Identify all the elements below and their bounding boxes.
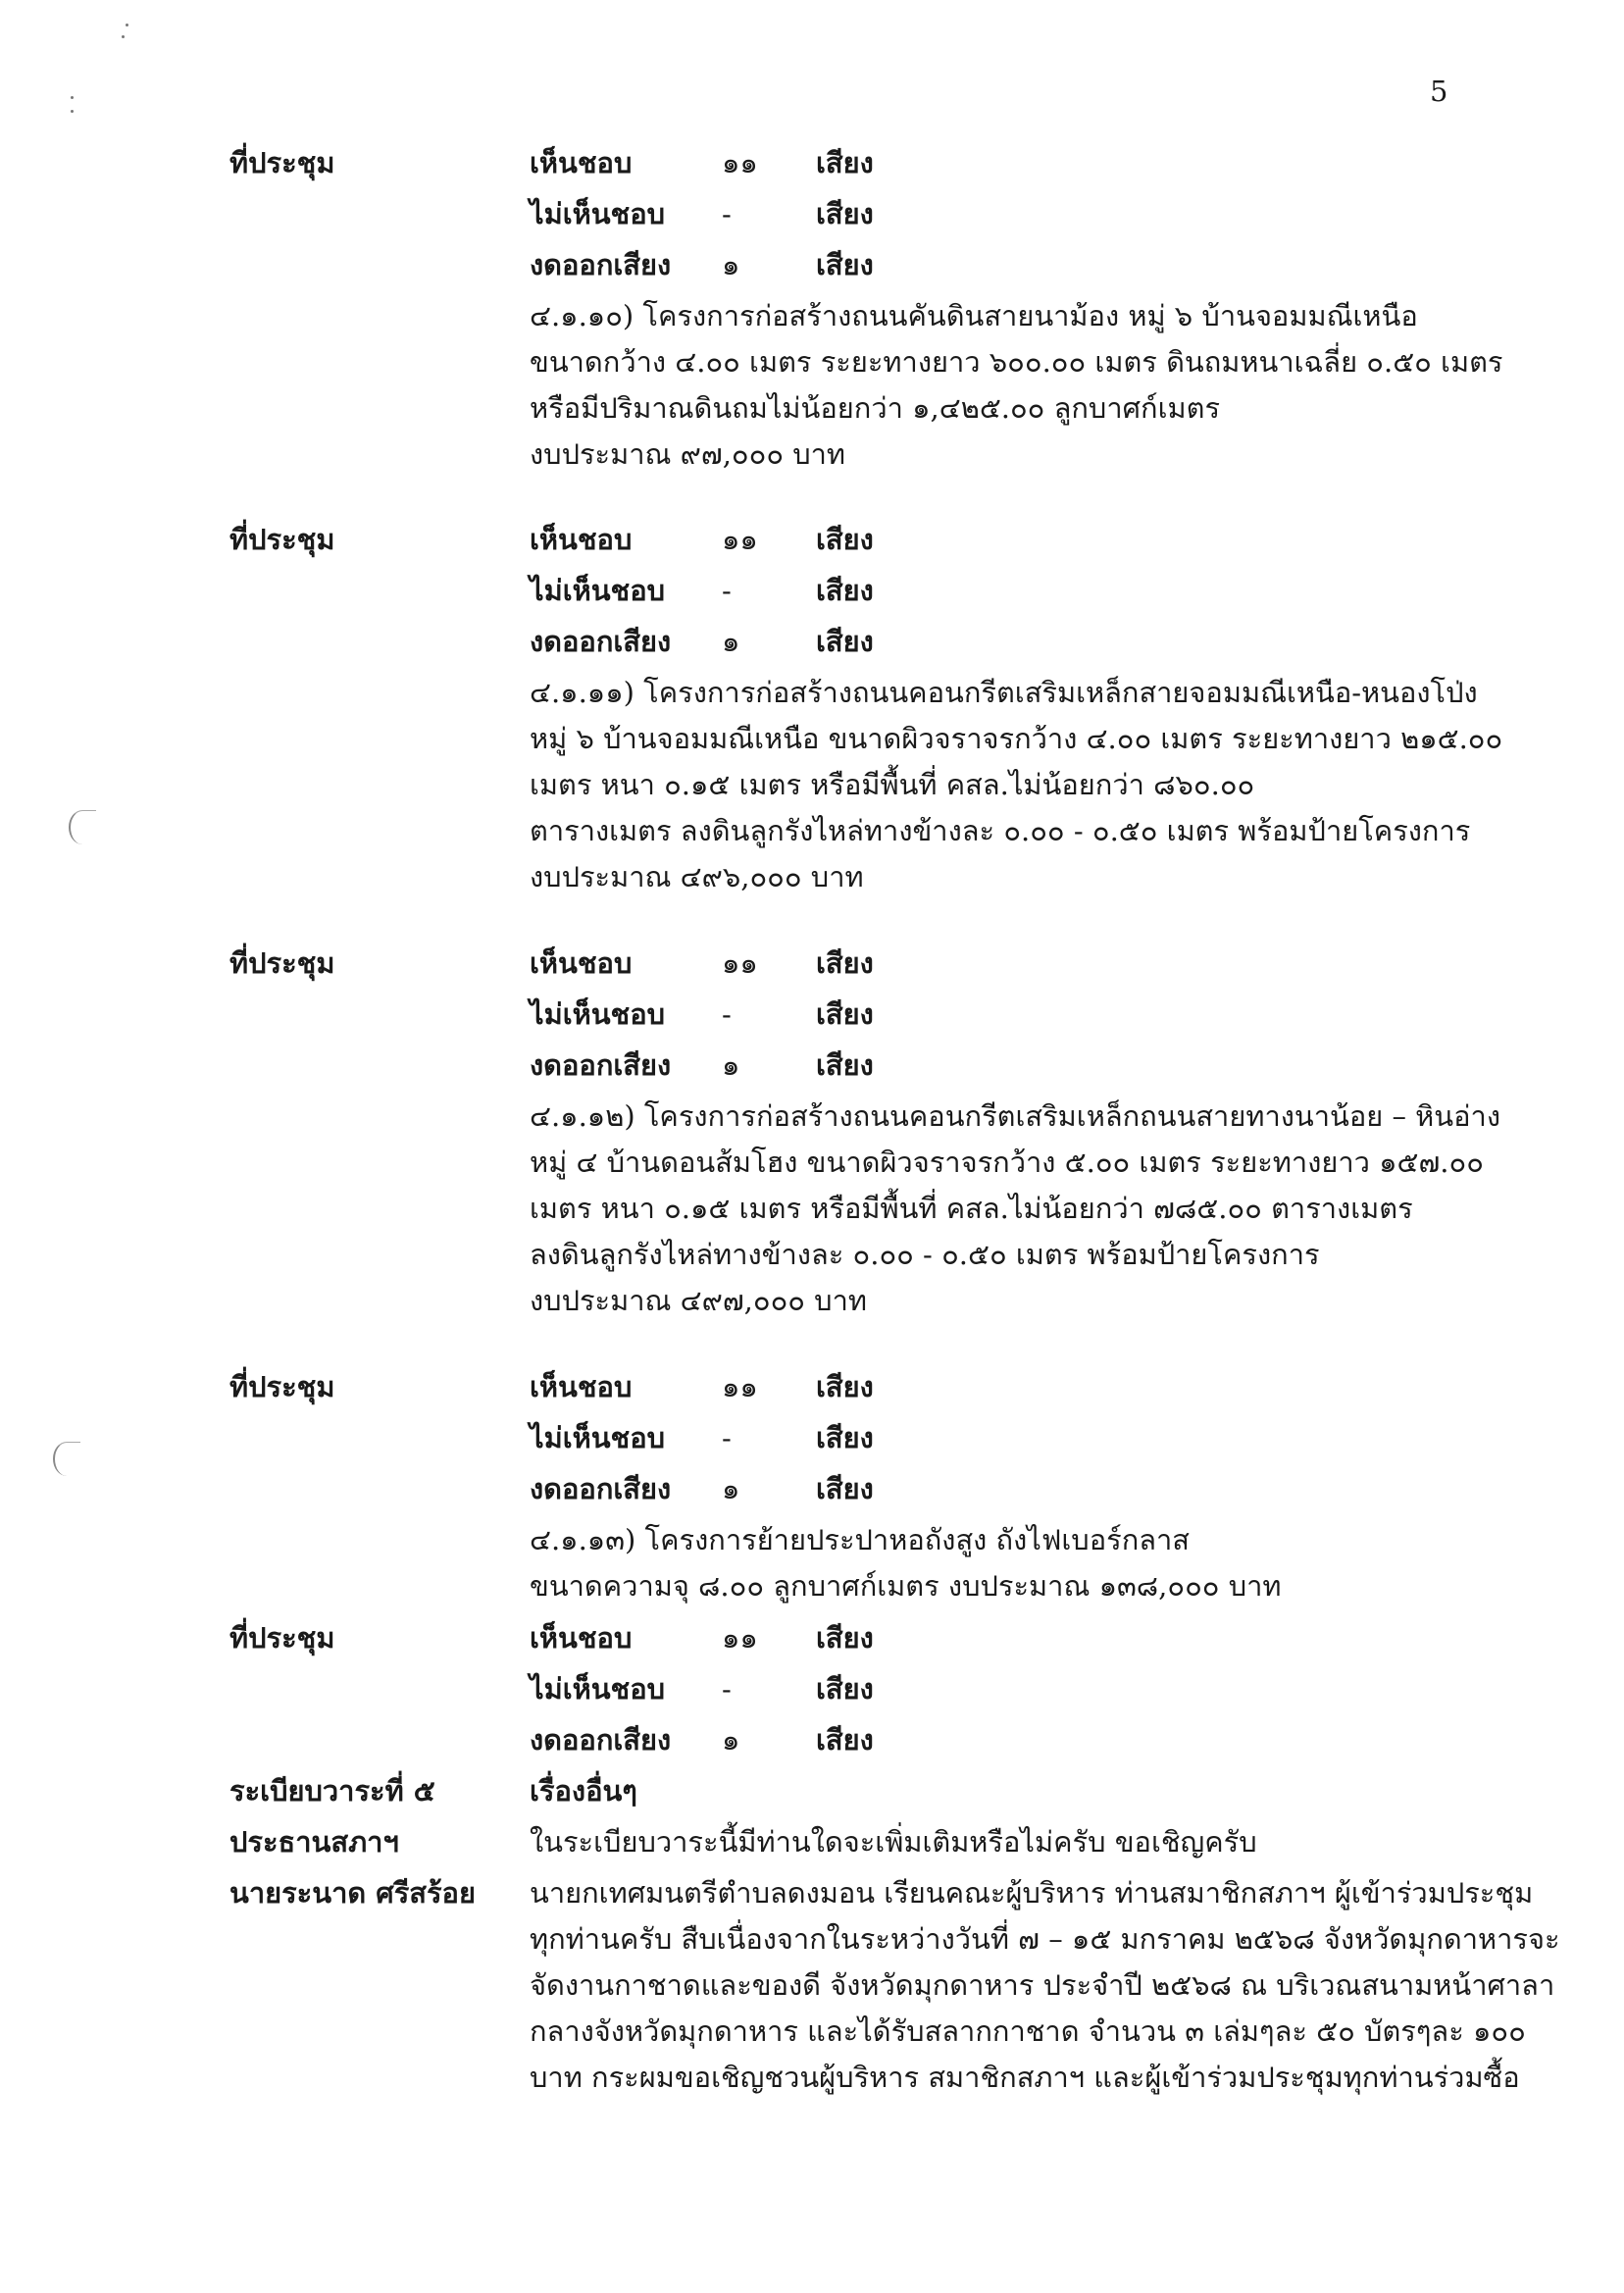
vote-row-abstain [530,1720,981,1759]
project-line: งบประมาณ ๔๙๗,๐๐๐ บาท [530,1284,867,1317]
vote-label: ไม่เห็นชอบ [530,997,666,1031]
vote-count: ๑๑ [722,146,758,179]
vote-unit: เสียง [816,1472,874,1505]
vote-unit: เสียง [816,248,874,281]
vote-row-abstain [530,245,981,284]
vote-unit: เสียง [816,523,874,556]
vote-unit: เสียง [816,1723,874,1757]
punch-hole-mark [69,810,96,844]
vote-label: เห็นชอบ [530,146,633,179]
agenda-label: ระเบียบวาระที่ ๕ [229,1774,435,1808]
vote-count: - [722,1672,732,1706]
page-number: 5 [1430,75,1448,108]
vote-label: เห็นชอบ [530,946,633,980]
project-line: งบประมาณ ๔๙๖,๐๐๐ บาท [530,860,864,893]
vote-row-reject [530,1418,981,1457]
speaker-meeting: ที่ประชุม [229,1370,335,1403]
project-line: ขนาดกว้าง ๔.๐๐ เมตร ระยะทางยาว ๖๐๐.๐๐ เมตร ดินถมหนาเฉลี่ย ๐.๕๐ เมตร [530,345,1503,379]
vote-unit: เสียง [816,1672,874,1706]
vote-label: งดออกเสียง [530,1472,672,1505]
vote-unit: เสียง [816,1048,874,1082]
vote-row-reject [530,1669,981,1708]
scan-speck [71,96,74,99]
vote-label: ไม่เห็นชอบ [530,1421,666,1454]
speaker-meeting: ที่ประชุม [229,1621,335,1655]
project-line: ขนาดความจุ ๘.๐๐ ลูกบาศก์เมตร งบประมาณ ๑๓๘,๐๐๐ บาท [530,1569,1282,1603]
project-line: ๔.๑.๑๐) โครงการก่อสร้างถนนคันดินสายนาม้อง หมู่ ๖ บ้านจอมมณีเหนือ [530,299,1418,332]
vote-label: ไม่เห็นชอบ [530,1672,666,1706]
vote-count: - [722,574,732,607]
vote-row-approve [530,943,981,983]
vote-row-reject [530,571,981,610]
statement-line: ทุกท่านครับ สืบเนื่องจากในระหว่างวันที่ ๗ – ๑๕ มกราคม ๒๕๖๘ จังหวัดมุกดาหารจะ [530,1922,1560,1956]
vote-count: - [722,997,732,1031]
vote-count: ๑๑ [722,1370,758,1403]
vote-label: งดออกเสียง [530,248,672,281]
statement-line: บาท กระผมขอเชิญชวนผู้บริหาร สมาชิกสภาฯ และผู้เข้าร่วมประชุมทุกท่านร่วมซื้อ [530,2061,1520,2094]
punch-hole-mark [53,1442,80,1476]
vote-row-abstain [530,1469,981,1508]
vote-row-approve [530,1367,981,1406]
project-line: หมู่ ๔ บ้านดอนส้มโฮง ขนาดผิวจราจรกว้าง ๕.๐๐ เมตร ระยะทางยาว ๑๕๗.๐๐ [530,1146,1484,1179]
vote-label: ไม่เห็นชอบ [530,574,666,607]
speaker-meeting: ที่ประชุม [229,146,335,179]
vote-unit: เสียง [816,197,874,230]
vote-label: เห็นชอบ [530,1370,633,1403]
vote-count: ๑ [722,1723,740,1757]
vote-unit: เสียง [816,574,874,607]
project-line: ๔.๑.๑๒) โครงการก่อสร้างถนนคอนกรีตเสริมเหล็กถนนสายทางนาน้อย – หินอ่าง [530,1099,1500,1133]
speaker-chair: ประธานสภาฯ [229,1825,399,1859]
project-line: ๔.๑.๑๑) โครงการก่อสร้างถนนคอนกรีตเสริมเหล็กสายจอมมณีเหนือ-หนองโป่ง [530,676,1478,709]
vote-count: - [722,1421,732,1454]
vote-count: ๑๑ [722,523,758,556]
project-item [530,296,1503,481]
project-line: งบประมาณ ๙๗,๐๐๐ บาท [530,437,846,471]
vote-label: เห็นชอบ [530,1621,633,1655]
speaker-meeting: ที่ประชุม [229,523,335,556]
vote-count: ๑ [722,1472,740,1505]
vote-unit: เสียง [816,997,874,1031]
chair-statement: ในระเบียบวาระนี้มีท่านใดจะเพิ่มเติมหรือไม่ครับ ขอเชิญครับ [530,1825,1257,1859]
vote-count: - [722,197,732,230]
agenda-title: เรื่องอื่นๆ [530,1774,637,1808]
statement-line: กลางจังหวัดมุกดาหาร และได้รับสลากกาชาด จำนวน ๓ เล่มๆละ ๕๐ บัตรๆละ ๑๐๐ [530,2014,1526,2048]
vote-row-abstain [530,622,981,661]
vote-row-abstain [530,1045,981,1085]
vote-unit: เสียง [816,1370,874,1403]
project-line: หรือมีปริมาณดินถมไม่น้อยกว่า ๑,๔๒๕.๐๐ ลูกบาศก์เมตร [530,391,1221,425]
vote-label: งดออกเสียง [530,1048,672,1082]
vote-unit: เสียง [816,1621,874,1655]
vote-label: งดออกเสียง [530,1723,672,1757]
speaker-member: นายระนาด ศรีสร้อย [229,1876,476,1910]
vote-count: ๑ [722,625,740,658]
vote-label: เห็นชอบ [530,523,633,556]
statement-line: จัดงานกาชาดและของดี จังหวัดมุกดาหาร ประจำปี ๒๕๖๘ ณ บริเวณสนามหน้าศาลา [530,1968,1555,2002]
project-item [530,1520,1282,1612]
project-item [530,673,1502,903]
vote-row-approve [530,1618,981,1657]
vote-row-approve [530,143,981,182]
member-statement [530,1873,1560,2104]
vote-count: ๑๑ [722,1621,758,1655]
vote-unit: เสียง [816,946,874,980]
project-item [530,1096,1500,1327]
speaker-meeting: ที่ประชุม [229,946,335,980]
vote-unit: เสียง [816,625,874,658]
vote-row-reject [530,194,981,233]
project-line: หมู่ ๖ บ้านจอมมณีเหนือ ขนาดผิวจราจรกว้าง ๔.๐๐ เมตร ระยะทางยาว ๒๑๕.๐๐ [530,722,1503,755]
project-line: ตารางเมตร ลงดินลูกรังไหล่ทางข้างละ ๐.๐๐ - ๐.๕๐ เมตร พร้อมป้ายโครงการ [530,814,1471,847]
project-line: เมตร หนา ๐.๑๕ เมตร หรือมีพื้นที่ คสล.ไม่น้อยกว่า ๘๖๐.๐๐ [530,768,1255,801]
scan-speck [126,24,128,26]
vote-count: ๑ [722,1048,740,1082]
statement-line: นายกเทศมนตรีตำบลดงมอน เรียนคณะผู้บริหาร ท่านสมาชิกสภาฯ ผู้เข้าร่วมประชุม [530,1876,1534,1910]
project-line: เมตร หนา ๐.๑๕ เมตร หรือมีพื้นที่ คสล.ไม่น้อยกว่า ๗๘๕.๐๐ ตารางเมตร [530,1192,1413,1225]
vote-count: ๑๑ [722,946,758,980]
vote-label: ไม่เห็นชอบ [530,197,666,230]
vote-row-reject [530,994,981,1034]
project-line: ลงดินลูกรังไหล่ทางข้างละ ๐.๐๐ - ๐.๕๐ เมตร พร้อมป้ายโครงการ [530,1238,1320,1271]
vote-unit: เสียง [816,146,874,179]
vote-label: งดออกเสียง [530,625,672,658]
vote-count: ๑ [722,248,740,281]
scan-speck [71,110,74,113]
project-line: ๔.๑.๑๓) โครงการย้ายประปาหอถังสูง ถังไฟเบอร์กลาส [530,1523,1191,1556]
vote-row-approve [530,520,981,559]
scan-speck [122,35,125,38]
vote-unit: เสียง [816,1421,874,1454]
